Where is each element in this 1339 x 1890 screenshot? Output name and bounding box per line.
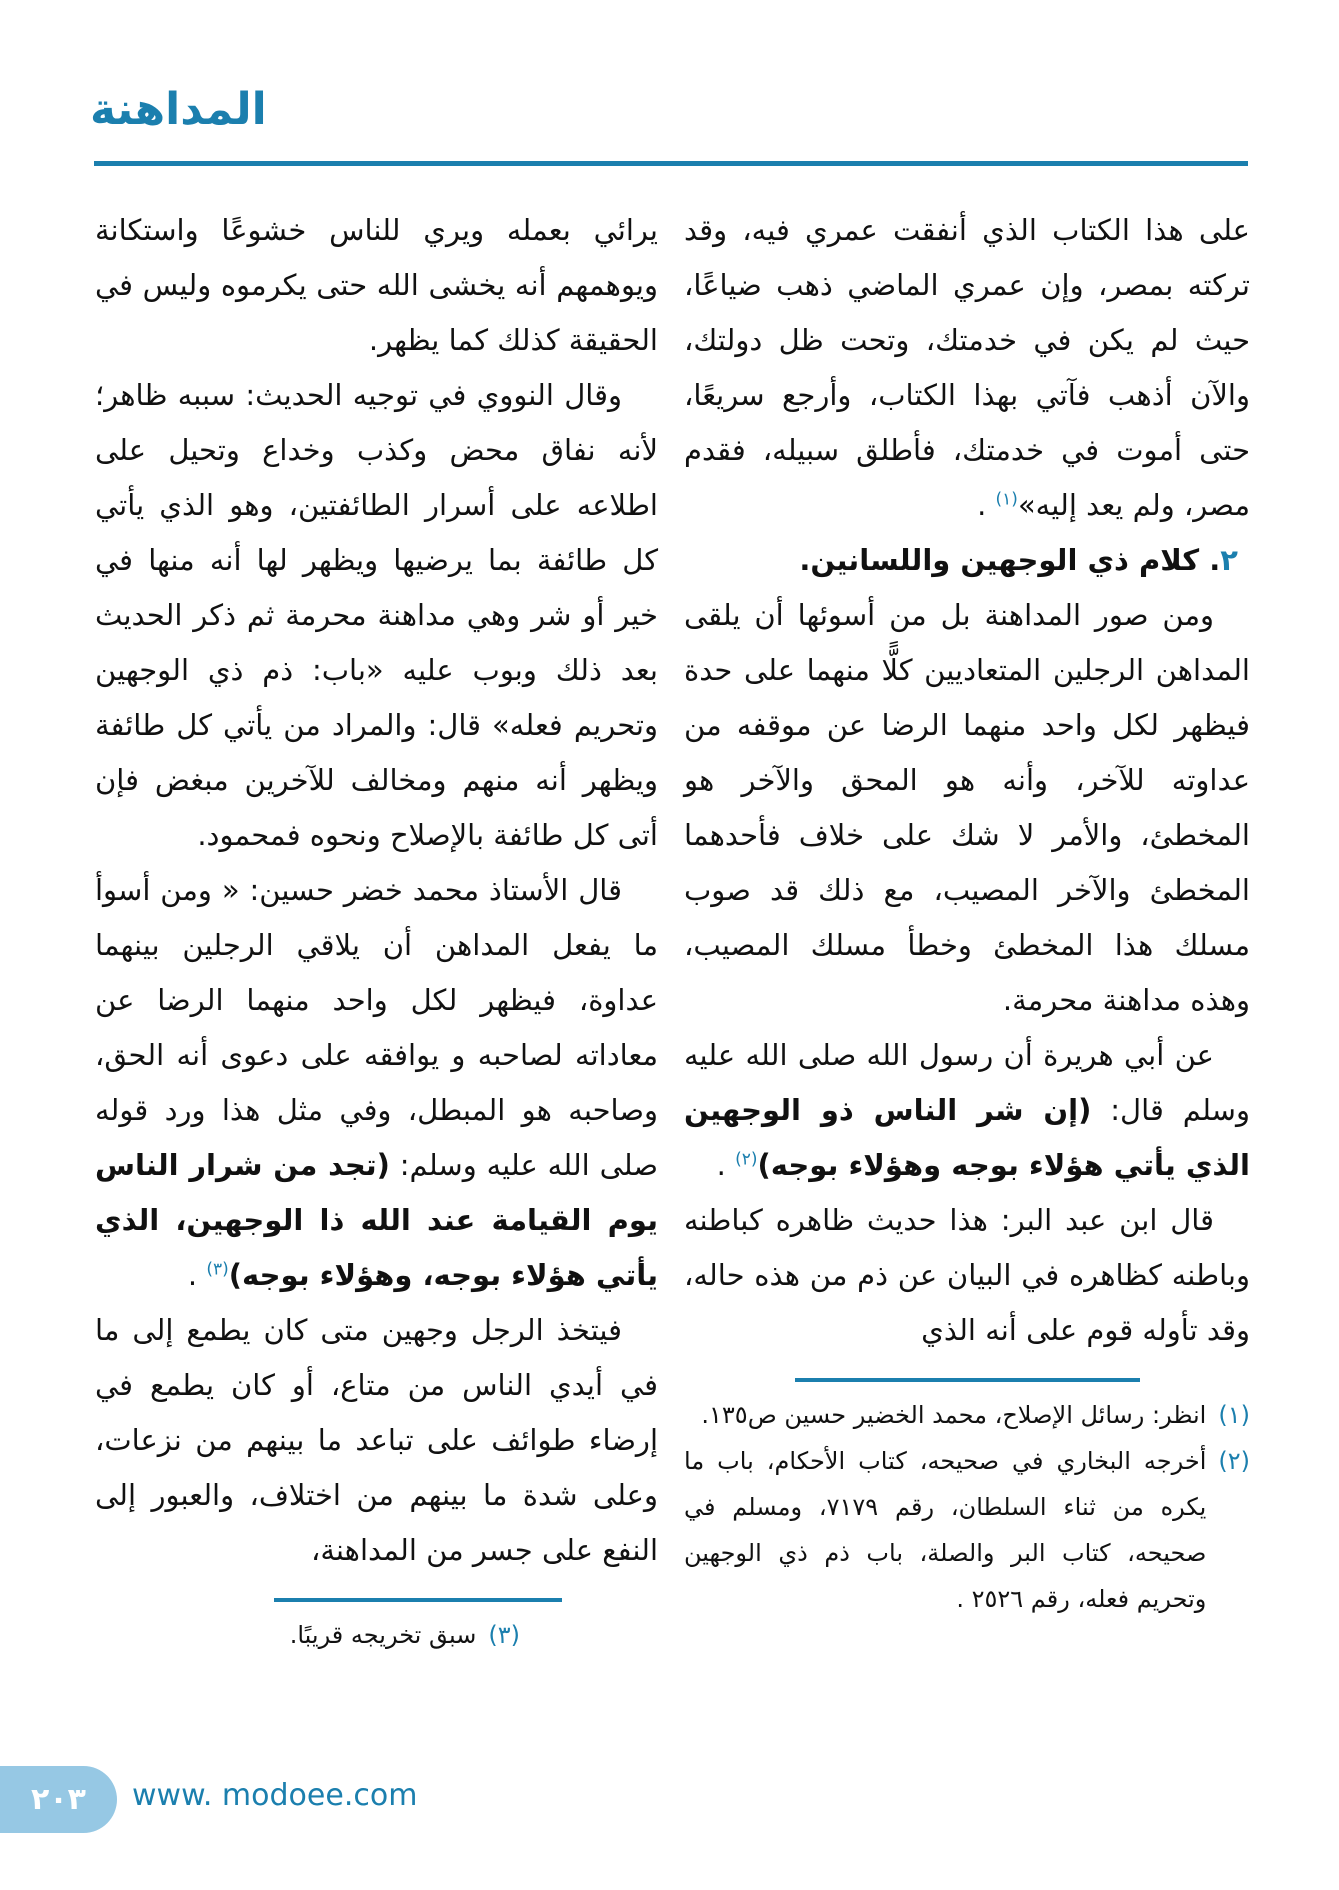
left-column [95, 203, 658, 1658]
header-rule [94, 161, 1248, 166]
footnote-text: انظر: رسائل الإصلاح، محمد الخضير حسين ص١٣٥. [701, 1401, 1207, 1429]
paragraph-tail: . [716, 1148, 736, 1182]
footnote-ref: (٣) [206, 1259, 229, 1280]
footnote [684, 1392, 1250, 1438]
hadith-text: (تجد من شرار الناس يوم القيامة عند الله ذا الوجهين، الذي يأتي هؤلاء بوجه، وهؤلاء بوجه) [95, 1148, 658, 1292]
paragraph-text: ومن صور المداهنة بل من أسوئها أن يلقى المداهن الرجلين المتعاديين كلًّا منهما على حدة فيظهر لكل واحد منهما الرضا عن موقفه من عداوته للآخر، وأنه هو المحق والآخر هو المخطئ، والأمر لا شك على خلاف فأحدهما المخطئ والآخر المصيب، مع ذلك قد صوب مسلك هذا المخطئ وخطأ مسلك المصيب، وهذه مداهنة محرمة. [684, 598, 1250, 1017]
section-heading-text: . كلام ذي الوجهين واللسانين. [799, 543, 1221, 577]
footnote-text: أخرجه البخاري في صحيحه، كتاب الأحكام، باب ما يكره من ثناء السلطان، رقم ٧١٧٩، ومسلم في صحيحه، كتاب البر والصلة، باب ذم ذي الوجهين وتحريم فعله، رقم ٢٥٢٦ . [684, 1447, 1207, 1613]
paragraph [95, 368, 658, 863]
paragraph-tail: . [187, 1258, 207, 1292]
footnote-separator [795, 1378, 1140, 1382]
website-url: www. modoee.com [132, 1778, 418, 1813]
footnote-marker: (١) [1218, 1401, 1250, 1429]
footnote [95, 1612, 520, 1658]
paragraph-text: قال ابن عبد البر: هذا حديث ظاهره كباطنه وباطنه كظاهره في البيان عن ذم من هذه حاله، وقد تأوله قوم على أنه الذي [684, 1203, 1250, 1347]
footnotes-block [684, 1392, 1250, 1622]
paragraph [95, 1303, 658, 1578]
page-header-title: المداهنة [90, 84, 267, 135]
hadith-text: (إن شر الناس ذو الوجهين الذي يأتي هؤلاء بوجه وهؤلاء بوجه) [684, 1093, 1250, 1182]
paragraph-text: قال الأستاذ محمد خضر حسين: « ومن أسوأ ما يفعل المداهن أن يلاقي الرجلين بينهما عداوة، فيظهر لكل واحد منهما الرضا عن معاداته لصاحبه و يوافقه على دعوى أنه الحق، وصاحبه هو المبطل، وفي مثل هذا ورد قوله صلى الله عليه وسلم: [95, 873, 658, 1182]
right-column [684, 203, 1250, 1622]
paragraph [684, 1028, 1250, 1193]
paragraph [95, 203, 658, 368]
paragraph-text: وقال النووي في توجيه الحديث: سببه ظاهر؛ لأنه نفاق محض وكذب وخداع وتحيل على اطلاعه على أسرار الطائفتين، وهو الذي يأتي كل طائفة بما يرضيها ويظهر لها أنه منها في خير أو شر وهي مداهنة محرمة ثم ذكر الحديث بعد ذلك وبوب عليه «باب: ذم ذي الوجهين وتحريم فعله» قال: والمراد من يأتي كل طائفة ويظهر أنه منهم ومخالف للآخرين مبغض فإن أتى كل طائفة بالإصلاح ونحوه فمحمود. [95, 378, 658, 852]
footnote-separator [274, 1598, 562, 1602]
section-heading [684, 533, 1250, 588]
paragraph-text: على هذا الكتاب الذي أنفقت عمري فيه، وقد تركته بمصر، وإن عمري الماضي ذهب ضياعًا، حيث لم يكن في خدمتك، وتحت ظل دولتك، والآن أذهب فآتي بهذا الكتاب، وأرجع سريعًا، حتى أموت في خدمتك، فأطلق سبيله، فقدم مصر، ولم يعد إليه» [684, 213, 1250, 522]
paragraph [95, 863, 658, 1303]
paragraph-tail: . [977, 488, 996, 522]
section-number: ٢ [1220, 543, 1238, 577]
paragraph-text: يرائي بعمله ويري للناس خشوعًا واستكانة ويوهمهم أنه يخشى الله حتى يكرموه وليس في الحقيقة كذلك كما يظهر. [95, 213, 658, 357]
paragraph [684, 203, 1250, 533]
paragraph [684, 588, 1250, 1028]
footnote-ref: (١) [995, 489, 1018, 510]
footnote [684, 1438, 1250, 1622]
footnote-ref: (٢) [735, 1149, 758, 1170]
paragraph-text: عن أبي هريرة أن رسول الله صلى الله عليه وسلم قال: [684, 1038, 1250, 1127]
paragraph-text: فيتخذ الرجل وجهين متى كان يطمع إلى ما في أيدي الناس من متاع، أو كان يطمع في إرضاء طوائف على تباعد ما بينهم من نزعات، وعلى شدة ما بينهم من اختلاف، والعبور إلى النفع على جسر من المداهنة، [95, 1313, 658, 1567]
paragraph [684, 1193, 1250, 1358]
page-number-badge [0, 1766, 117, 1833]
footnotes-block [95, 1612, 658, 1658]
footnote-text: سبق تخريجه قريبًا. [289, 1621, 477, 1649]
footnote-marker: (٢) [1218, 1447, 1250, 1475]
footnote-marker: (٣) [488, 1621, 520, 1649]
page-number: ٢٠٣ [31, 1782, 86, 1817]
